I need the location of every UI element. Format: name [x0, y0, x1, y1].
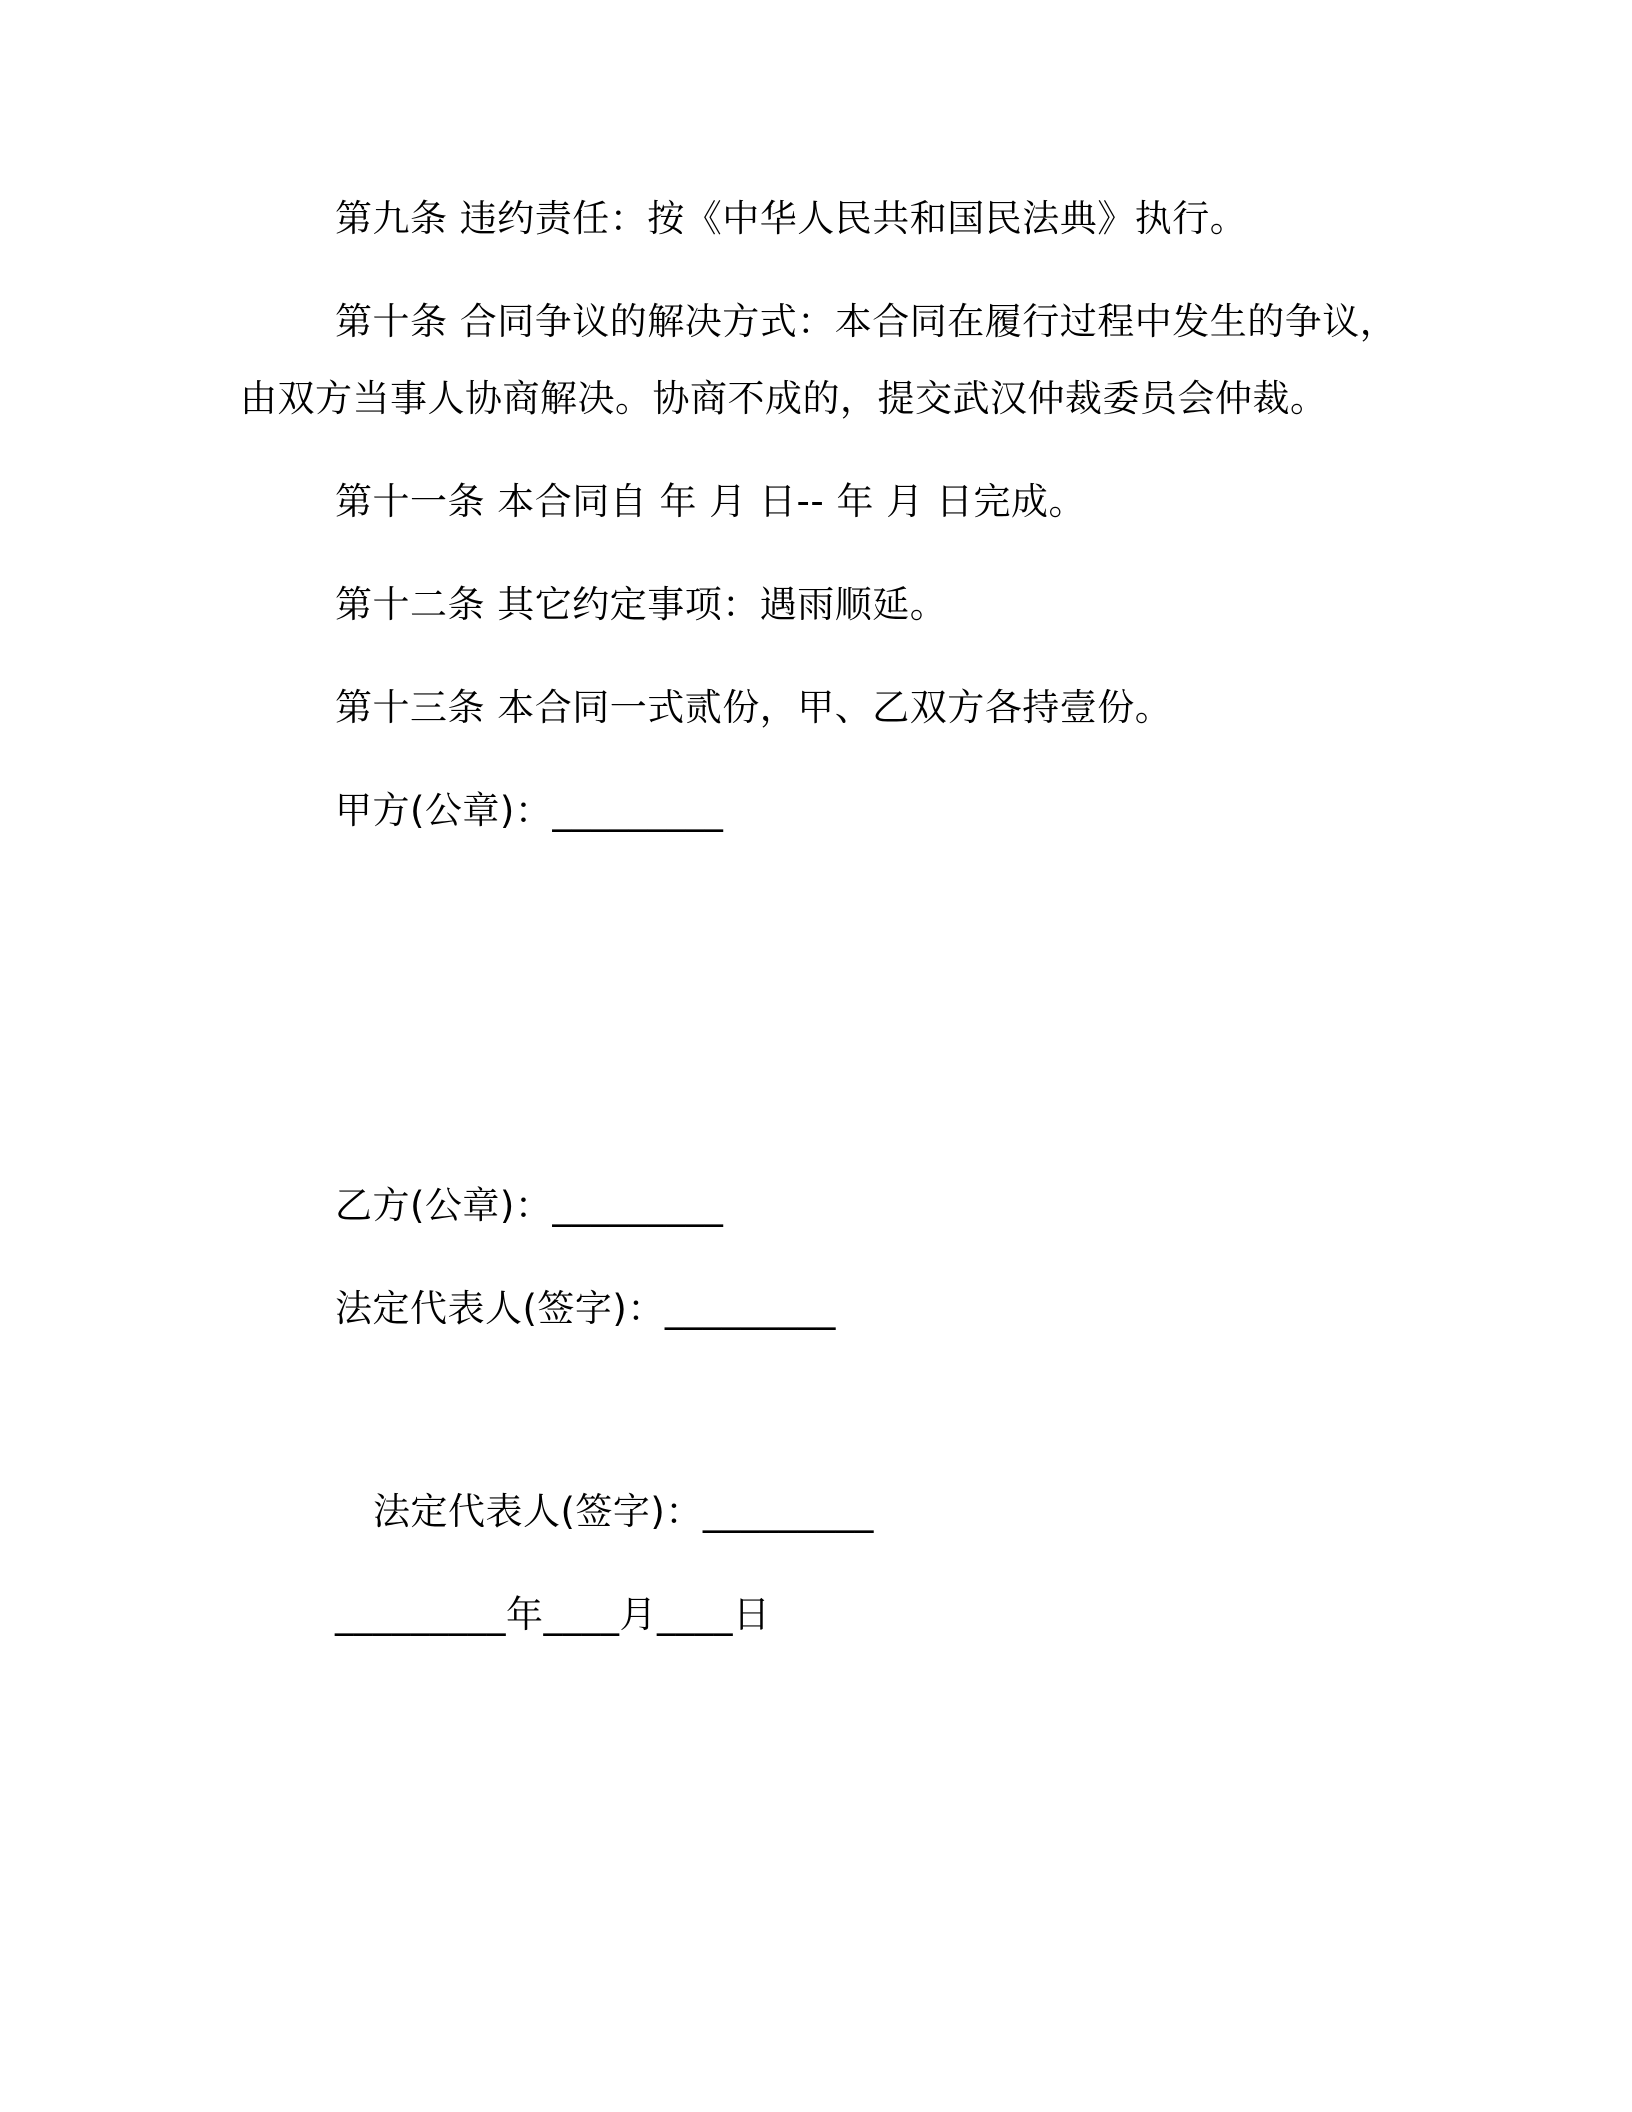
party-a-seal-line: 甲方(公章)：_________ [335, 789, 724, 832]
date-line: _________年____月____日 [335, 1593, 771, 1636]
party-b-seal-line: 乙方(公章)：_________ [335, 1184, 724, 1227]
article-10-line-1: 第十条 合同争议的解决方式：本合同在履行过程中发生的争议， [335, 300, 1398, 343]
article-9: 第九条 违约责任：按《中华人民共和国民法典》执行。 [335, 197, 1248, 240]
article-11: 第十一条 本合同自 年 月 日-- 年 月 日完成。 [335, 480, 1087, 523]
legal-rep-signature-line-2: 法定代表人(签字)：_________ [373, 1490, 874, 1533]
legal-rep-signature-line-1: 法定代表人(签字)：_________ [335, 1287, 836, 1330]
article-13: 第十三条 本合同一式贰份，甲、乙双方各持壹份。 [335, 686, 1173, 729]
article-12: 第十二条 其它约定事项：遇雨顺延。 [335, 583, 948, 626]
article-10-line-2: 由双方当事人协商解决。协商不成的，提交武汉仲裁委员会仲裁。 [240, 377, 1328, 420]
